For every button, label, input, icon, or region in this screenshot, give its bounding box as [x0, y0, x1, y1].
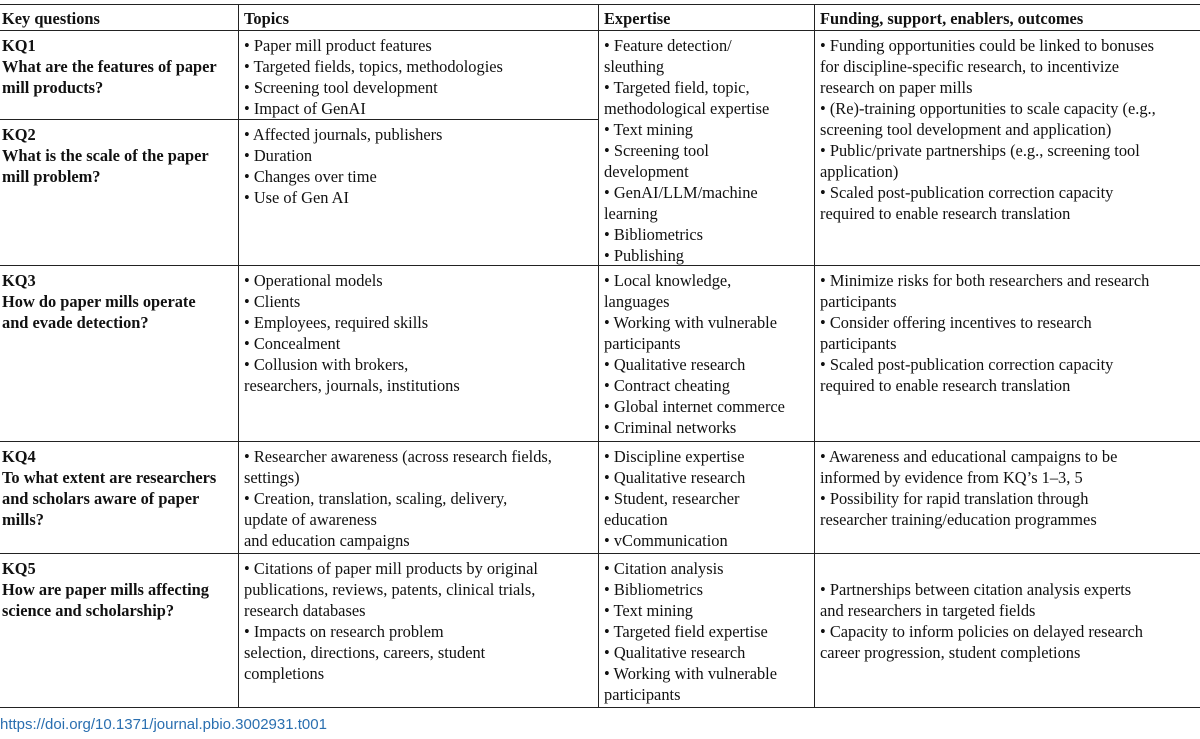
column-divider-2: [598, 4, 599, 708]
header-expertise: Expertise: [604, 9, 671, 28]
kq1-topics: • Paper mill product features • Targeted fields, topics, methodologies • Screening tool development • Impact of GenAI: [244, 36, 503, 118]
header-key-questions: Key questions: [2, 9, 100, 28]
kq5-topics: • Citations of paper mill products by original publications, reviews, patents, clinical trials, research databases • Impacts on research problem selection, directions, careers, student completions: [244, 559, 538, 683]
column-divider-1: [238, 4, 239, 708]
kq5-funding: • Partnerships between citation analysis experts and researchers in targeted fields • Capacity to inform policies on delayed research career progression, student completions: [820, 580, 1143, 662]
kq1-question: KQ1 What are the features of paper mill products?: [2, 36, 217, 97]
kq3-question: KQ3 How do paper mills operate and evade detection?: [2, 271, 196, 332]
kq3-topics: • Operational models • Clients • Employees, required skills • Concealment • Collusion with brokers, researchers, journals, institutions: [244, 271, 460, 395]
header-topics: Topics: [244, 9, 289, 28]
doi-link[interactable]: https://doi.org/10.1371/journal.pbio.3002931.t001: [0, 716, 327, 733]
kq2-topics: • Affected journals, publishers • Duration • Changes over time • Use of Gen AI: [244, 125, 443, 207]
kq4-question: KQ4 To what extent are researchers and scholars aware of paper mills?: [2, 447, 217, 529]
kq1-kq2-expertise: • Feature detection/ sleuthing • Targeted field, topic, methodological expertise • Text mining • Screening tool development • GenAI/LLM/machine learning • Bibliometrics • Publishing: [604, 36, 770, 265]
kq4-topics: • Researcher awareness (across research fields, settings) • Creation, translation, scaling, delivery, update of awareness and education campaigns: [244, 447, 552, 550]
kq5-question: KQ5 How are paper mills affecting science and scholarship?: [2, 559, 209, 620]
kq3-expertise: • Local knowledge, languages • Working with vulnerable participants • Qualitative research • Contract cheating • Global internet commerce • Criminal networks: [604, 271, 785, 437]
kq1-kq2-funding: • Funding opportunities could be linked to bonuses for discipline-specific research, to incentivize research on paper mills • (Re)-training opportunities to scale capacity (e.g., screening tool development and application) • Public/private partnerships (e.g., screening tool application) • Scaled post-publication correction capacity required to enable research translation: [820, 36, 1156, 223]
kq2-question: KQ2 What is the scale of the paper mill problem?: [2, 125, 209, 186]
kq3-funding: • Minimize risks for both researchers and research participants • Consider offering incentives to research participants • Scaled post-publication correction capacity required to enable research translation: [820, 271, 1150, 395]
table-bottom-rule: [0, 707, 1200, 708]
kq4-funding: • Awareness and educational campaigns to be informed by evidence from KQ’s 1–3, 5 • Possibility for rapid translation through researcher training/education programmes: [820, 447, 1118, 529]
column-divider-3: [814, 4, 815, 708]
header-funding: Funding, support, enablers, outcomes: [820, 9, 1084, 28]
kq4-expertise: • Discipline expertise • Qualitative research • Student, researcher education • vCommunication: [604, 447, 746, 550]
kq5-expertise: • Citation analysis • Bibliometrics • Text mining • Targeted field expertise • Qualitative research • Working with vulnerable participants: [604, 559, 777, 704]
